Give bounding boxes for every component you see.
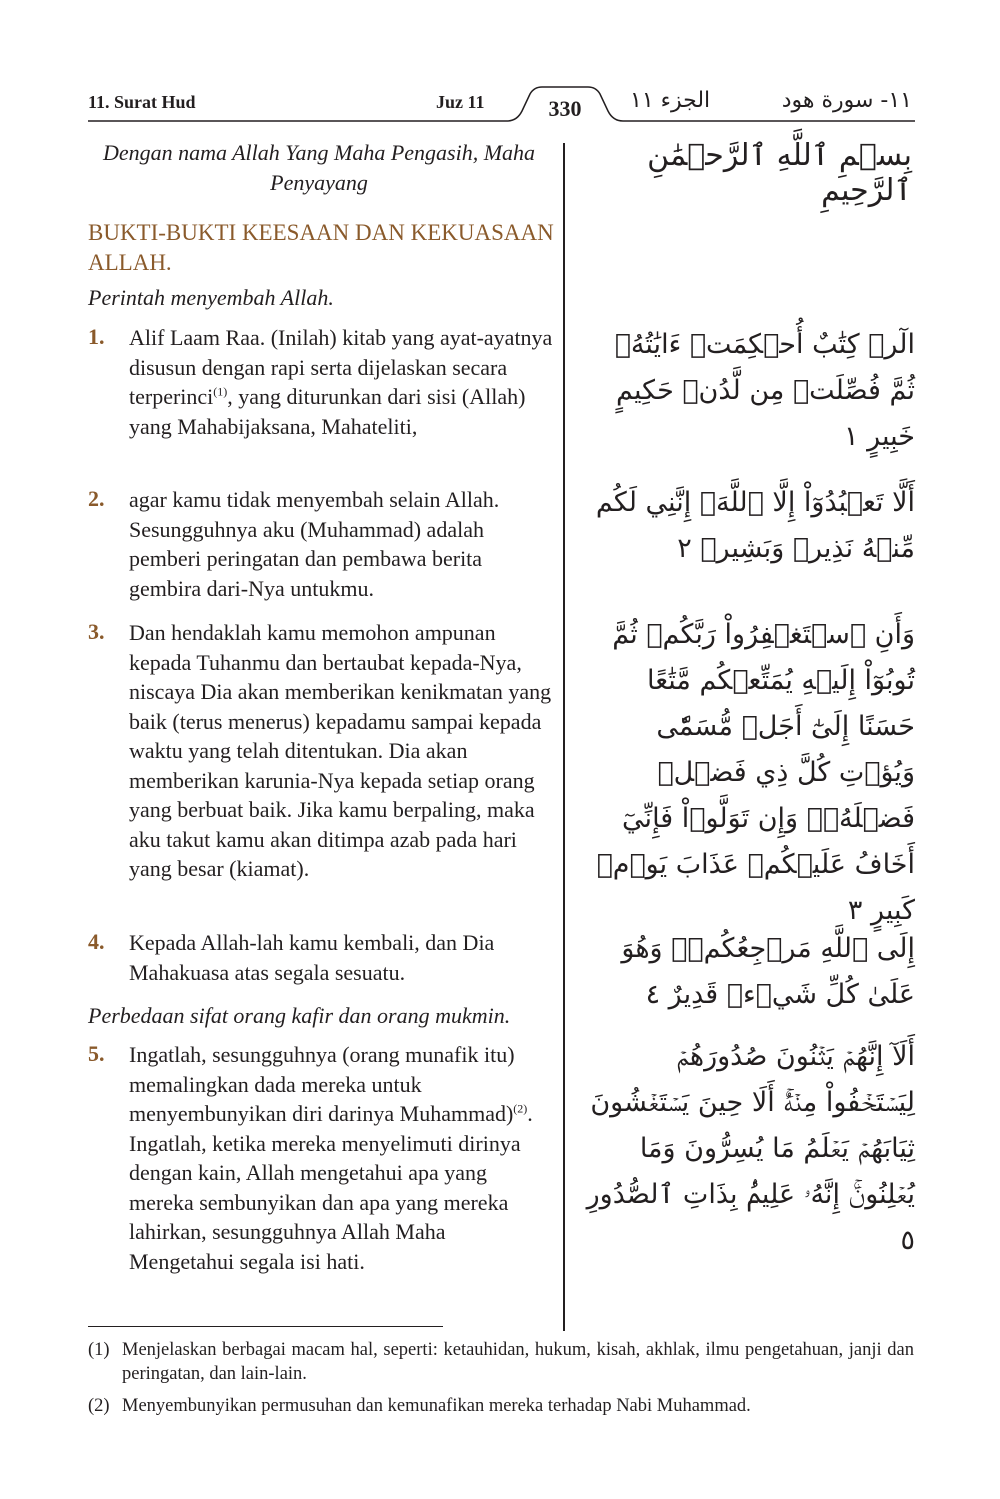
column-divider bbox=[563, 143, 565, 1331]
verse-number-2: 2. bbox=[88, 486, 105, 511]
header-juz-latin: Juz 11 bbox=[436, 92, 485, 112]
footnote-text-1: Menjelaskan berbagai macam hal, seperti: ketauhidan, hukum, kisah, akhlak, ilmu pengetahuan, janji dan peringatan, dan lain-lain. bbox=[122, 1340, 914, 1384]
page-number: 330 bbox=[548, 96, 582, 121]
footnote-mark-2: (2) bbox=[88, 1396, 110, 1416]
header-surah-latin: 11. Surat Hud bbox=[88, 92, 196, 112]
footnote-text-2: Menyembunyikan permusuhan dan kemunafikan mereka terhadap Nabi Muhammad. bbox=[122, 1396, 751, 1416]
verse-number-4: 4. bbox=[88, 929, 105, 954]
verse-arabic-1: الٓرۚ كِتَٰبٌ أُحۡكِمَتۡ ءَايَٰتُهُۥ ثُمَّ فُصِّلَتۡ مِن لَّدُنۡ حَكِيمٍ خَبِيرٍ ١ bbox=[614, 329, 915, 452]
verse-arabic-4: إِلَى ٱللَّهِ مَرۡجِعُكُمۡۖ وَهُوَ عَلَىٰ كُلِّ شَيۡءٖ قَدِيرٌ ٤ bbox=[621, 933, 915, 1010]
verse-translation-3: Dan hendaklah kamu memohon ampunan kepada Tuhanmu dan bertaubat kepada-Nya, niscaya Dia akan memberikan kenikmatan yang baik (terus menerus) kepadamu sampai kepada waktu yang telah ditentukan. Dia akan memberikan karunia-Nya kepada setiap orang yang berbuat baik. Jika kamu berpaling, maka aku takut kamu akan ditimpa azab pada hari yang besar (kiamat). bbox=[129, 620, 552, 881]
basmalah-arabic: بِسۡمِ ٱللَّهِ ٱلرَّحۡمَٰنِ ٱلرَّحِيمِ bbox=[647, 138, 912, 208]
footnote-2 bbox=[88, 1394, 914, 1418]
footnote-1 bbox=[88, 1338, 914, 1386]
verse-arabic-3: وَأَنِ ٱسۡتَغۡفِرُواْ رَبَّكُمۡ ثُمَّ تُوبُوٓاْ إِلَيۡهِ يُمَتِّعۡكُم مَّتَٰعًا حَسَنًا إِلَىٰٓ أَجَلٖ مُّسَمّٗى وَيُؤۡتِ كُلَّ ذِي فَضۡلٖ فَضۡلَهُۥۖ وَإِن تَوَلَّوۡاْ فَإِنِّيٓ أَخَافُ عَلَيۡكُمۡ عَذَابَ يَوۡمٖ كَبِيرٍ ٣ bbox=[596, 619, 915, 926]
subheading-2: Perbedaan sifat orang kafir dan orang mukmin. bbox=[88, 1003, 511, 1028]
header-surah-arabic: ١١- سورة هود bbox=[781, 88, 912, 113]
footnote-mark-1: (1) bbox=[88, 1340, 110, 1360]
verse-translation-5: Ingatlah, sesungguhnya (orang munafik itu) memalingkan dada mereka untuk menyembunyikan diri darinya Muhammad)$^{(2)}$. Ingatlah, ketika mereka menyelimuti dirinya dengan kain, Allah mengetahui apa yang mereka sembunyikan dan apa yang mereka lahirkan, sesungguhnya Allah Maha Mengetahui segala isi hati. bbox=[129, 1042, 533, 1274]
verse-number-5: 5. bbox=[88, 1041, 105, 1066]
subheading-1: Perintah menyembah Allah. bbox=[88, 285, 334, 310]
verse-arabic-5: أَلَآ إِنَّهُمۡ يَثۡنُونَ صُدُورَهُمۡ لِيَسۡتَخۡفُواْ مِنۡهُۚ أَلَا حِينَ يَسۡتَغۡشُونَ ثِيَابَهُمۡ يَعۡلَمُ مَا يُسِرُّونَ وَمَا يُعۡلِنُونَۚ إِنَّهُۥ عَلِيمُۢ بِذَاتِ ٱلصُّدُورِ ٥ bbox=[586, 1041, 915, 1256]
verse-translation-2: agar kamu tidak menyembah selain Allah. Sesungguhnya aku (Muhammad) adalah pemberi peringatan dan pembawa berita gembira dari-Nya untukmu. bbox=[129, 487, 500, 601]
footnote-ref-2: (2) bbox=[513, 1101, 528, 1116]
header-juz-arabic: الجزء ١١ bbox=[630, 88, 711, 113]
section-title: BUKTI-BUKTI KEESAAN DAN KEKUASAAN ALLAH. bbox=[88, 220, 554, 275]
footnote-ref-1: (1) bbox=[213, 384, 228, 399]
basmalah-translation: Dengan nama Allah Yang Maha Pengasih, Maha Penyayang bbox=[102, 140, 536, 195]
verse-number-1: 1. bbox=[88, 324, 105, 349]
verse-arabic-2: أَلَّا تَعۡبُدُوٓاْ إِلَّا ٱللَّهَۚ إِنَّنِي لَكُم مِّنۡهُ نَذِيرٞ وَبَشِيرٞ ٢ bbox=[595, 487, 915, 564]
verse-translation-4: Kepada Allah-lah kamu kembali, dan Dia Mahakuasa atas segala sesuatu. bbox=[129, 930, 495, 985]
verse-number-3: 3. bbox=[88, 619, 105, 644]
footnote-rule bbox=[88, 1326, 443, 1327]
verse-translation-1: Alif Laam Raa. (Inilah) kitab yang ayat-ayatnya disusun dengan rapi serta dijelaskan secara terperinci$^{(1)}$, yang diturunkan dari sisi (Allah) yang Mahabijaksana, Mahateliti, bbox=[129, 325, 553, 439]
